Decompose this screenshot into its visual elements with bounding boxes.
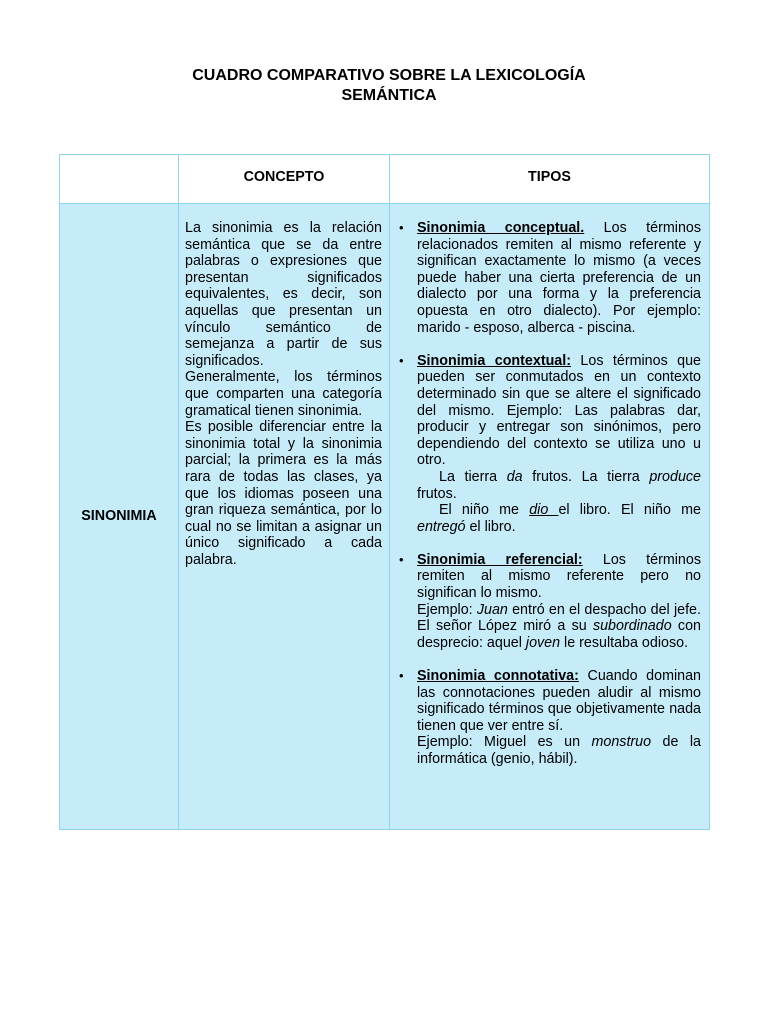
text-referencial: Los términos remiten al mismo referente pero no significan lo mismo. — [417, 551, 701, 602]
bullet-icon: • — [399, 551, 404, 567]
bullet-icon: • — [399, 668, 404, 684]
tipos-list — [395, 220, 701, 768]
header-concepto: CONCEPTO — [179, 155, 390, 204]
title-line-1: CUADRO COMPARATIVO SOBRE LA LEXICOLOGÍA — [192, 67, 586, 84]
list-item-conceptual — [395, 220, 701, 336]
connotativa-example: Ejemplo: Miguel es un monstruo de la informática (genio, hábil). — [417, 734, 701, 767]
referencial-example: Ejemplo: Juan entró en el despacho del jefe. El señor López miró a su subordinado con desprecio: aquel joven le resultaba odioso. — [417, 601, 701, 651]
tipos-cell — [390, 204, 710, 830]
comparison-table — [59, 154, 710, 830]
text-conceptual: Los términos relacionados remiten al mismo referente y significan exactamente lo mismo (a veces puede haber una cierta preferencia de un dialecto por una forma y la preferencia opuesta en otro dialecto). Por ejemplo: marido - esposo, alberca - piscina. — [417, 220, 701, 336]
header-tipos: TIPOS — [390, 155, 710, 204]
concepto-paragraph-2: Generalmente, los términos que comparten una categoría gramatical tienen sinonimia. — [185, 369, 382, 419]
title-line-2: SEMÁNTICA — [341, 87, 437, 104]
bullet-icon: • — [399, 220, 404, 235]
contextual-example-2: El niño me dio el libro. El niño me entregó el libro. — [417, 502, 701, 535]
concepto-paragraph-1: La sinonimia es la relación semántica que se da entre palabras o expresiones que presentan significados equivalentes, es decir, son aquellas que presentan un vínculo semántico de semejanza a partir de sus significados. — [185, 220, 382, 369]
list-item-contextual — [395, 353, 701, 536]
row-label-sinonimia: SINONIMIA — [60, 204, 179, 830]
concepto-paragraph-3: Es posible diferenciar entre la sinonimia total y la sinonimia parcial; la primera es la más rara de todas las clases, ya que los idiomas poseen una gran riqueza semántica, por lo cual no se limitan a asignar un único significado a cada palabra. — [185, 419, 382, 568]
header-empty-cell — [60, 155, 179, 204]
term-referencial: Sinonimia referencial: — [417, 551, 583, 568]
contextual-example-1: La tierra da frutos. La tierra produce frutos. — [417, 468, 701, 502]
bullet-icon: • — [399, 352, 404, 368]
header-row — [60, 155, 710, 204]
list-item-referencial — [395, 552, 701, 652]
text-contextual: Los términos que pueden ser conmutados en un contexto determinado sin que se altere el significado del mismo. Ejemplo: Las palabras dar, producir y entregar son sinónimos, pero dependiendo del contexto se utiliza uno u otro. — [417, 352, 701, 469]
sinonimia-row — [60, 204, 710, 830]
list-item-connotativa — [395, 668, 701, 768]
concepto-cell — [179, 204, 390, 830]
term-conceptual: Sinonimia conceptual. — [417, 220, 585, 236]
term-connotativa: Sinonimia connotativa: — [417, 668, 579, 685]
text-connotativa: Cuando dominan las connotaciones pueden aludir al mismo significado términos que objetivamente nada tienen que ver entre sí. — [417, 668, 702, 734]
document-title — [0, 66, 768, 106]
term-contextual: Sinonimia contextual: — [417, 352, 571, 369]
